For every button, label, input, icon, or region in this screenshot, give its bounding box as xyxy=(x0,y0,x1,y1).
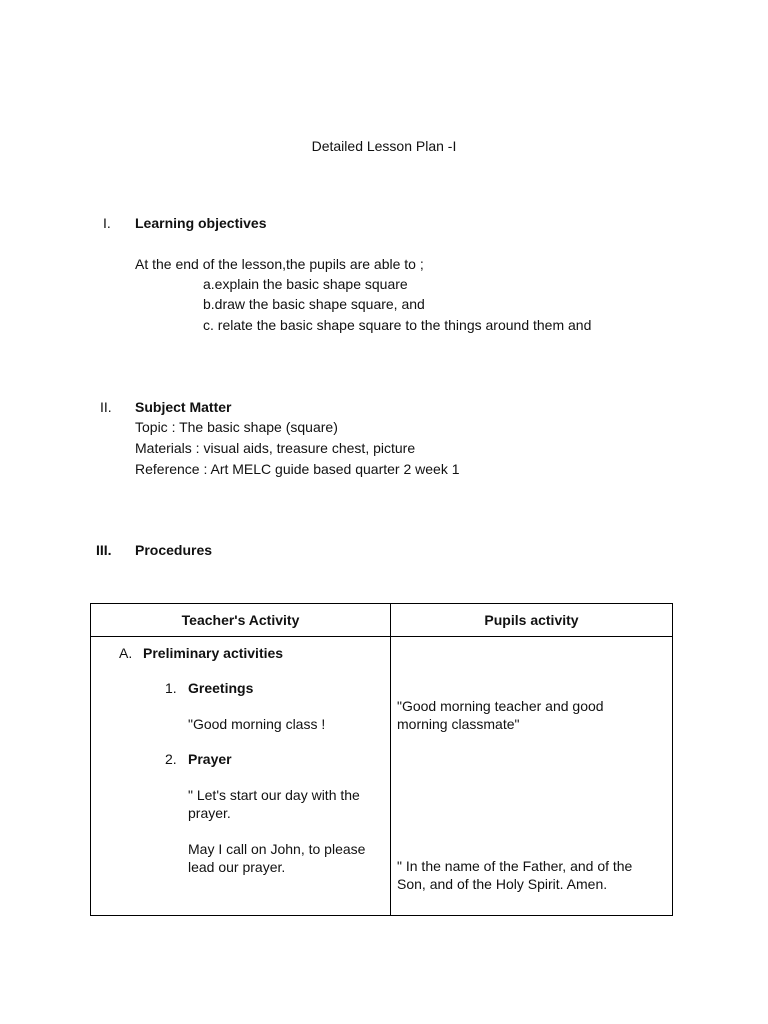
section-3-numeral: III. xyxy=(96,542,112,558)
preliminary-activities-title: Preliminary activities xyxy=(143,645,284,661)
objective-c: c. relate the basic shape square to the things around them and xyxy=(203,317,592,333)
objectives-intro: At the end of the lesson,the pupils are able to ; xyxy=(135,256,424,272)
header-teacher-activity: Teacher's Activity xyxy=(181,612,300,628)
item-2-number: 2. xyxy=(165,751,177,767)
item-2-line-3: May I call on John, to please xyxy=(188,841,366,857)
section-letter: A. xyxy=(119,645,133,661)
table-header-divider xyxy=(91,636,672,637)
section-2-heading: Subject Matter xyxy=(135,399,232,415)
item-2-line-2: prayer. xyxy=(188,805,231,821)
pupil-response-1-line-1: "Good morning teacher and good xyxy=(397,698,604,714)
item-2-title: Prayer xyxy=(188,751,232,767)
subject-materials: Materials : visual aids, treasure chest, picture xyxy=(135,440,416,456)
item-2-line-1: " Let's start our day with the xyxy=(188,787,360,803)
item-1-title: Greetings xyxy=(188,680,254,696)
item-1-number: 1. xyxy=(165,680,177,696)
subject-topic: Topic : The basic shape (square) xyxy=(135,419,338,435)
item-1-line-1: "Good morning class ! xyxy=(188,716,326,732)
objective-b: b.draw the basic shape square, and xyxy=(203,296,425,312)
section-1-heading: Learning objectives xyxy=(135,215,267,231)
header-pupils-activity: Pupils activity xyxy=(484,612,579,628)
pupil-response-1-line-2: morning classmate" xyxy=(397,716,520,732)
item-2-line-4: lead our prayer. xyxy=(188,859,286,875)
section-3-heading: Procedures xyxy=(135,542,213,558)
procedures-table xyxy=(90,603,673,916)
subject-reference: Reference : Art MELC guide based quarter 2 week 1 xyxy=(135,461,460,477)
section-2-numeral: II. xyxy=(100,399,112,415)
section-1-numeral: I. xyxy=(103,215,111,231)
table-column-divider xyxy=(390,604,391,915)
pupil-response-2-line-2: Son, and of the Holy Spirit. Amen. xyxy=(397,876,608,892)
objective-a: a.explain the basic shape square xyxy=(203,276,408,292)
document-title: Detailed Lesson Plan -I xyxy=(311,138,457,154)
pupil-response-2-line-1: " In the name of the Father, and of the xyxy=(397,858,633,874)
